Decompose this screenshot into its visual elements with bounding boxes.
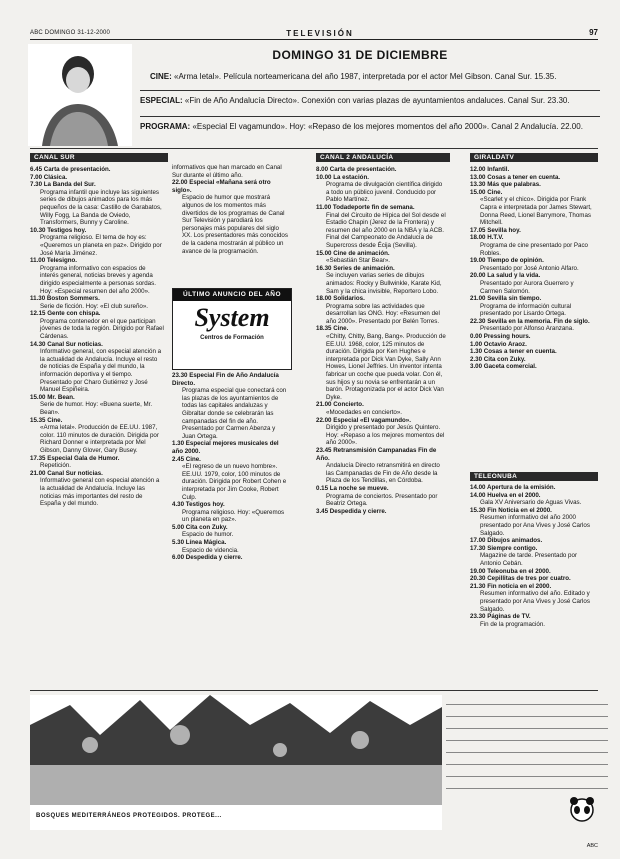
schedule-entry bbox=[172, 372, 290, 440]
schedule-entry bbox=[316, 325, 446, 401]
schedule-entry bbox=[470, 348, 594, 356]
schedule-entry bbox=[172, 524, 290, 539]
entry-title: Sevilla en la memoria. Fin de siglo. bbox=[487, 317, 590, 325]
schedule-entry bbox=[30, 417, 164, 455]
entry-time-title: 18.35 bbox=[316, 325, 334, 333]
form-field[interactable] bbox=[446, 707, 608, 717]
entry-title: Especial «Mañana será otro siglo». bbox=[172, 179, 271, 194]
subscription-form bbox=[446, 695, 608, 830]
portrait-illustration bbox=[28, 44, 132, 146]
schedule-entry bbox=[316, 265, 446, 295]
entry-time-title: 3.00 bbox=[470, 363, 484, 371]
charity-banner bbox=[30, 695, 442, 830]
entry-description: Resumen informativo del año. Editado y presentado por Ana Vives y José Carlos Salgado. bbox=[480, 590, 590, 613]
entry-description: Presentado por José Antonio Alfaro. bbox=[480, 264, 579, 272]
highlight-text: «Fin de Año Andalucía Directo». Conexión con varias plazas de ayuntamientos andaluces. Canal Sur. 23.30. bbox=[184, 96, 570, 105]
schedule-entry bbox=[470, 174, 594, 182]
entry-time-title: 1.00 bbox=[470, 340, 484, 348]
entry-description: «Arma letal». Producción de EE.UU. 1987, color. 110 minutos de duración. Dirigida por Richard Donner e interpretada por Mel Gibson, Danny Glover, Gary Busey. bbox=[40, 424, 159, 454]
schedule-list-continued-b bbox=[172, 372, 290, 688]
schedule-entry bbox=[172, 456, 290, 502]
schedule-entry bbox=[470, 568, 594, 576]
entry-time-title: 1.30 bbox=[470, 348, 484, 356]
entry-time-title: 8.00 bbox=[316, 166, 330, 173]
entry-title: Gente con chispa. bbox=[47, 310, 101, 318]
entry-time-title: 11.00 bbox=[30, 257, 47, 265]
schedule-entry bbox=[470, 583, 594, 613]
schedule-entry bbox=[316, 250, 446, 265]
schedule-entry bbox=[316, 174, 446, 204]
entry-description: Serie de ficción. Hoy: «El club sureño». bbox=[40, 302, 148, 310]
highlight-program bbox=[140, 122, 600, 132]
entry-time-title: 17.30 bbox=[470, 544, 488, 552]
entry-title: Especial mejores musicales del año 2000. bbox=[172, 440, 279, 455]
schedule-entry bbox=[172, 539, 290, 554]
entry-description: Gala XV Aniversario de Aguas Vivas. bbox=[480, 499, 582, 507]
entry-time-title: 17.35 bbox=[30, 454, 48, 462]
entry-title: Siempre contigo. bbox=[487, 544, 538, 552]
entry-description: Programa de información cultural presentado por Lisardo Ortega. bbox=[480, 302, 572, 318]
entry-time-title: 20.00 bbox=[470, 272, 488, 280]
entry-description: Programa infantil que incluye las siguientes series de dibujos animados para los más pequeños de la casa: Castillo de Garabatos, Willy Fogg, La Banda de Oviedo, Transformers, Bunny y Caroline. bbox=[40, 188, 162, 227]
form-field[interactable] bbox=[446, 779, 608, 789]
entry-time-title: 22.00 bbox=[172, 179, 190, 187]
section-title: TELEVISIÓN bbox=[286, 29, 354, 38]
schedule-entry bbox=[316, 295, 446, 325]
entry-description: Presentado por Alfonso Aranzana. bbox=[480, 325, 574, 333]
entry-time-title: 4.30 bbox=[172, 501, 186, 509]
entry-time-title: 13.00 bbox=[470, 173, 488, 181]
entry-title: Páginas de TV. bbox=[487, 613, 531, 621]
entry-time-title: 21.30 bbox=[470, 582, 488, 590]
entry-title: Cine. bbox=[47, 416, 63, 424]
entry-time-title: 22.30 bbox=[470, 317, 488, 325]
entry-time-title: 20.30 bbox=[470, 575, 488, 583]
entry-time-title: 14.00 bbox=[470, 484, 487, 491]
entry-time-title: 18.00 bbox=[470, 234, 488, 242]
schedule-entry bbox=[316, 447, 446, 485]
schedule-entry bbox=[470, 333, 594, 341]
ad-headline: ÚLTIMO ANUNCIO DEL AÑO bbox=[173, 289, 291, 301]
schedule-column-canal-2 bbox=[316, 166, 446, 688]
entry-title: Mr. Bean. bbox=[47, 393, 75, 401]
entry-description: Programa especial que conectará con las plazas de los ayuntamientos de todas las capitales andaluzas y Gibraltar donde se celebrarán las campanadas del fin de año. Presentado por Carmen Abenza y Juan Ortega. bbox=[182, 387, 287, 440]
panda-logo-icon bbox=[562, 796, 602, 826]
entry-title: Infantil. bbox=[487, 166, 510, 173]
entry-title: Tiempo de opinión. bbox=[487, 257, 544, 265]
entry-title: Gaceta comercial. bbox=[483, 363, 537, 371]
schedule-entry bbox=[470, 363, 594, 371]
schedule-entry bbox=[30, 341, 164, 394]
entry-time-title: 14.30 bbox=[30, 340, 48, 348]
entry-description: Dirigido y presentado por Jesús Quintero. Hoy: «Repaso a los mejores momentos del año 2000». bbox=[326, 424, 445, 447]
entry-time-title: 15.35 bbox=[30, 416, 48, 424]
schedule-entry bbox=[172, 554, 290, 562]
highlight-cinema bbox=[150, 72, 600, 82]
schedule-entry bbox=[30, 257, 164, 295]
entry-title: Clásica. bbox=[43, 173, 68, 181]
entry-title: Cine. bbox=[185, 455, 201, 463]
entry-title: Fin noticia en el 2000. bbox=[487, 582, 552, 590]
entry-title: La estación. bbox=[333, 173, 369, 181]
schedule-entry bbox=[470, 484, 594, 492]
entry-title: Cosas a tener en cuenta. bbox=[487, 173, 561, 181]
entry-title: Cine. bbox=[333, 325, 349, 333]
entry-time-title: 17.05 bbox=[470, 226, 488, 234]
page-number: 97 bbox=[589, 28, 598, 37]
form-field[interactable] bbox=[446, 743, 608, 753]
entry-description: Espacio de videncia. bbox=[182, 546, 239, 554]
footer-mark: ABC bbox=[586, 843, 598, 849]
schedule-entry bbox=[316, 508, 446, 516]
entry-description: Resumen informativo del año 2000 presentado por Ana Vives y José Carlos Salgado. bbox=[480, 514, 590, 537]
entry-description: Fin de la programación. bbox=[480, 620, 546, 628]
entry-title: Fin Noticia en el 2000. bbox=[487, 506, 552, 514]
entry-time-title: 1.30 bbox=[172, 440, 186, 448]
entry-title: Cita con Zuky. bbox=[185, 523, 228, 531]
entry-time-title: 6.00 bbox=[172, 554, 186, 562]
entry-description: «Mocedades en concierto». bbox=[326, 409, 403, 416]
entry-time-title: 15.00 bbox=[470, 188, 488, 196]
entry-description: Espacio de humor. bbox=[182, 531, 234, 539]
entry-description: Magazine de tarde. Presentado por Antonio Cebán. bbox=[480, 552, 577, 567]
schedule-entry bbox=[470, 257, 594, 272]
highlight-label: PROGRAMA: bbox=[140, 122, 191, 131]
entry-title: Cine de animación. bbox=[333, 249, 390, 257]
schedule-entry bbox=[172, 440, 290, 455]
schedule-entry bbox=[470, 189, 594, 227]
channel-heading-telesur: TELEONUBA bbox=[470, 472, 598, 481]
highlight-special bbox=[140, 96, 600, 106]
entry-description: «Chitty, Chitty, Bang, Bang». Producción de EE.UU. 1968, color, 125 minutos de duración. Dirigida por Ken Hughes e interpretada por Dick Van Dyke, Sally Ann Howes, Lionel Jeffries. Un inventor intenta fabricar un coche que pueda volar. Con él, sus hijos y su novia se enfrentarán a un barón. Protagonizada por el actor Dick Van Dyke. bbox=[326, 333, 446, 401]
entry-time-title: 14.00 bbox=[470, 491, 488, 499]
schedule-column-continued bbox=[172, 164, 290, 288]
banner-rule bbox=[30, 690, 598, 691]
entry-description: Repetición. bbox=[40, 462, 71, 470]
schedule-entry bbox=[316, 485, 446, 508]
entry-title: Series de animación. bbox=[333, 264, 395, 272]
entry-time-title: 16.30 bbox=[316, 264, 334, 272]
entry-title: Cine. bbox=[487, 188, 503, 196]
entry-title: Boston Sommers. bbox=[46, 295, 100, 303]
schedule-entry bbox=[316, 204, 446, 250]
entry-title: Canal Sur noticias. bbox=[47, 469, 103, 477]
schedule-column-giralda bbox=[470, 166, 594, 466]
entry-title: Carta de presentación. bbox=[329, 166, 397, 173]
section-rule bbox=[30, 148, 598, 149]
entry-title: Más que palabras. bbox=[487, 181, 541, 189]
schedule-entry bbox=[470, 356, 594, 364]
entry-title: Huelva en el 2000. bbox=[487, 491, 541, 499]
entry-time-title: 11.30 bbox=[30, 295, 47, 303]
schedule-entry bbox=[30, 295, 164, 310]
schedule-entry bbox=[470, 166, 594, 174]
entry-description: Final del Circuito de Hípica del Sol desde el Estadio Chapin (Jerez de la Frontera) y resumen del año 2000 en la NBA y la ACB. Final del Campeonato de Andalucía de Supercross desde Écija (Sevilla). bbox=[326, 211, 446, 249]
entry-title: Carta de presentación. bbox=[43, 166, 111, 173]
entry-description: Programa de conciertos. Presentado por Beatriz Ortega. bbox=[326, 492, 438, 508]
entry-time-title: 10.30 bbox=[30, 226, 48, 234]
entry-title: La salud y la vida. bbox=[487, 272, 541, 280]
entry-time-title: 2.45 bbox=[172, 455, 186, 463]
entry-time-title: 5.00 bbox=[172, 523, 186, 531]
entry-description: Andalucía Directo retransmitirá en directo las Campanadas de Fin de Año desde la Plaza de los Tendillas, en Córdoba. bbox=[326, 462, 440, 485]
schedule-entry bbox=[172, 501, 290, 524]
entry-title: La noche se mueve. bbox=[329, 484, 389, 492]
entry-title: Teleonuba en el 2000. bbox=[487, 567, 551, 575]
entry-time-title: 23.30 bbox=[172, 372, 190, 379]
banner-illustration bbox=[30, 695, 442, 830]
date-line: ABC DOMINGO 31-12-2000 bbox=[30, 30, 111, 36]
entry-description: Presentado por Aurora Guerrero y Carmen Salomón. bbox=[480, 279, 574, 295]
form-field[interactable] bbox=[446, 695, 608, 705]
entry-time-title: 17.00 bbox=[470, 537, 488, 545]
entry-title: Cita con Zuky. bbox=[483, 355, 526, 363]
entry-time-title: 0.00 bbox=[470, 333, 484, 341]
schedule-column-canal-sur bbox=[30, 166, 164, 688]
entry-description: «Sebastián Star Bear». bbox=[326, 257, 390, 265]
highlight-label: CINE: bbox=[150, 72, 172, 81]
advertisement bbox=[172, 288, 292, 370]
schedule-entry bbox=[470, 537, 594, 545]
entry-time-title: 21.00 bbox=[316, 401, 334, 409]
entry-title: Sevilla hoy. bbox=[487, 226, 521, 234]
schedule-entry bbox=[30, 470, 164, 508]
form-field[interactable] bbox=[446, 731, 608, 741]
schedule-entry bbox=[470, 341, 594, 349]
entry-time-title: 2.30 bbox=[470, 355, 484, 363]
entry-time-title: 12.15 bbox=[30, 310, 48, 318]
entry-title: Retransmisión Campanadas Fin de Año. bbox=[316, 446, 437, 462]
highlight-label: ESPECIAL: bbox=[140, 96, 183, 105]
entry-title: Especial Fin de Año Andalucía Directo. bbox=[172, 372, 279, 387]
schedule-entry bbox=[470, 272, 594, 295]
entry-title: Concierto. bbox=[333, 401, 364, 409]
schedule-entry bbox=[470, 492, 594, 507]
ad-subtitle: Centros de Formación bbox=[200, 335, 264, 341]
highlight-rule bbox=[140, 90, 600, 91]
highlight-text: «Arma letal». Película norteamericana del año 1987, interpretada por el actor Mel Gibson. Canal Sur. 15.35. bbox=[174, 72, 557, 81]
entry-description: Serie de humor. Hoy: «Buena suerte, Mr. Bean». bbox=[40, 401, 153, 416]
entry-title: Apertura de la emisión. bbox=[486, 484, 556, 491]
entry-time-title: 10.00 bbox=[316, 173, 334, 181]
schedule-intro: informativos que han marcado en Canal Sur durante el último año. bbox=[172, 164, 282, 179]
page-title: DOMINGO 31 DE DICIEMBRE bbox=[272, 48, 448, 62]
schedule-entry bbox=[470, 318, 594, 333]
schedule-entry bbox=[470, 575, 594, 583]
schedule-list-continued-a bbox=[172, 179, 290, 255]
entry-time-title: 7.00 bbox=[30, 173, 44, 181]
entry-description: Programa de cine presentado por Paco Robles. bbox=[480, 241, 589, 257]
schedule-entry bbox=[30, 174, 164, 182]
entry-title: Canal Sur noticias. bbox=[47, 340, 103, 348]
schedule-entry bbox=[470, 234, 594, 257]
schedule-entry bbox=[30, 181, 164, 227]
entry-description: Programa contenedor en el que participan jóvenes de toda la región. Dirigido por Rafael Cárdenas. bbox=[40, 317, 164, 341]
entry-description: Espacio de humor que mostrará algunos de los momentos más divertidos de los programas de Canal Sur Televisión y parodiará los personajes más populares del siglo XX. Los presentadores más conocidos de la cadena mostrarán al público un avance de la programación. bbox=[182, 194, 288, 255]
entry-time-title: 12.00 bbox=[470, 166, 488, 173]
entry-description: Programa sobre las actividades que desarrollan las ONG. Hoy: «Resumen del año 2000». Presentado por Belén Torres. bbox=[326, 302, 440, 325]
entry-title: Testigos hoy. bbox=[185, 501, 225, 509]
entry-title: Testigos hoy. bbox=[47, 226, 87, 234]
entry-time-title: 18.00 bbox=[316, 295, 334, 303]
form-field[interactable] bbox=[446, 719, 608, 729]
entry-description: Informativo general con especial atención a la actualidad de Andalucía. Incluye las noticias más importantes del resto de España y del mundo. bbox=[40, 477, 160, 508]
entry-title: Solidarios. bbox=[333, 295, 365, 303]
entry-title: La Banda del Sur. bbox=[43, 181, 96, 189]
entry-description: Programa religioso. Hoy: «Queremos un planeta en paz». bbox=[182, 508, 285, 524]
entry-description: Programa de divulgación científica dirigido a todo un público juvenil. Conducido por Pablo Martínez. bbox=[326, 181, 443, 204]
schedule-entry bbox=[470, 227, 594, 235]
entry-title: Octavio Araoz. bbox=[483, 340, 527, 348]
entry-title: Línea Mágica. bbox=[185, 539, 227, 547]
entry-title: Dibujos animados. bbox=[487, 537, 543, 545]
entry-title: Telesigno. bbox=[46, 257, 78, 265]
entry-title: Todadeporte fin de semana. bbox=[332, 203, 415, 211]
entry-title: Cepillitas de tres por cuatro. bbox=[487, 575, 571, 583]
entry-title: Especial Gala de Humor. bbox=[47, 454, 120, 462]
entry-description: «El regreso de un nuevo hombre». EE.UU. 1979, color, 100 minutos de duración. Dirigida por Robert Cohen e interpretada por Jim Cooke, Robert Culp. bbox=[182, 463, 287, 501]
portrait-image bbox=[28, 44, 132, 146]
entry-time-title: 3.45 bbox=[316, 507, 330, 515]
schedule-entry bbox=[30, 227, 164, 257]
entry-title: H.T.V. bbox=[487, 234, 504, 242]
entry-time-title: 22.00 bbox=[316, 416, 334, 424]
entry-time-title: 13.30 bbox=[470, 181, 488, 189]
entry-title: Sevilla sin tiempo. bbox=[487, 295, 542, 303]
schedule-entry bbox=[30, 310, 164, 340]
highlight-rule bbox=[140, 116, 600, 117]
entry-time-title: 23.45 bbox=[316, 446, 334, 454]
entry-time-title: 19.00 bbox=[470, 257, 488, 265]
schedule-entry bbox=[470, 181, 594, 189]
header-rule bbox=[30, 39, 598, 40]
entry-time-title: 15.00 bbox=[316, 249, 334, 257]
entry-time-title: 21.00 bbox=[470, 295, 488, 303]
entry-time-title: 5.30 bbox=[172, 539, 186, 547]
banner-caption: BOSQUES MEDITERRÁNEOS PROTEGIDOS. PROTEGE... bbox=[36, 813, 222, 819]
entry-time-title: 21.00 bbox=[30, 469, 48, 477]
schedule-entry bbox=[470, 613, 594, 628]
entry-description: Informativo general, con especial atención a la actualidad de Andalucía. Incluye el resto de noticias de España y del mundo, la información deportiva y el tiempo. Presentado por Charo Gutiérrez y José Manuel Espiñeira. bbox=[40, 348, 162, 394]
entry-time-title: 11.00 bbox=[316, 203, 333, 211]
channel-heading-canal-2: CANAL 2 ANDALUCÍA bbox=[316, 153, 450, 162]
schedule-entry bbox=[30, 166, 164, 174]
form-field[interactable] bbox=[446, 755, 608, 765]
entry-title: Cosas a tener en cuenta. bbox=[483, 348, 557, 356]
entry-title: Pressing hours. bbox=[483, 333, 531, 341]
entry-title: Despedida y cierre. bbox=[329, 507, 387, 515]
highlight-text: «Especial El vagamundo». Hoy: «Repaso de los mejores momentos del año 2000». Canal 2 Andalucía. 22.00. bbox=[192, 122, 583, 131]
entry-time-title: 19.00 bbox=[470, 567, 488, 575]
schedule-entry bbox=[470, 295, 594, 318]
entry-time-title: 15.00 bbox=[30, 393, 48, 401]
form-field[interactable] bbox=[446, 767, 608, 777]
channel-heading-canal-sur: CANAL SUR bbox=[30, 153, 168, 162]
entry-time-title: 23.30 bbox=[470, 613, 488, 621]
entry-time-title: 6.45 bbox=[30, 166, 44, 173]
entry-time-title: 7.30 bbox=[30, 181, 44, 189]
entry-title: Despedida y cierre. bbox=[185, 554, 243, 562]
entry-description: Programa religioso. El tema de hoy es: «Queremos un planeta en paz». Dirigido por José María Jiménez. bbox=[40, 234, 162, 257]
schedule-entry bbox=[30, 394, 164, 417]
channel-heading-giralda: GIRALDATV bbox=[470, 153, 598, 162]
entry-description: «Scarlet y el chico». Dirigida por Frank Capra e interpretada por James Stewart, Donna Reed, Lionel Barrymore, Thomas Mitchell. bbox=[480, 196, 592, 227]
schedule-entry bbox=[470, 507, 594, 537]
entry-description: Programa informativo con espacios de interés general, noticias breves y agenda dirigido especialmente a personas sordas. Hoy: «Especial resumen del año 2000». bbox=[40, 264, 156, 295]
schedule-column-telesur bbox=[470, 484, 594, 688]
entry-title: Especial «El vagamundo». bbox=[333, 416, 411, 424]
entry-description: Se incluyen varias series de dibujos animados: Rocky y Bullwinkle, Karate Kid, Sam y la chica invisible, Reportero Lobo. bbox=[326, 272, 442, 295]
schedule-entry bbox=[316, 166, 446, 174]
entry-time-title: 0.15 bbox=[316, 484, 330, 492]
schedule-entry bbox=[30, 455, 164, 470]
schedule-entry bbox=[316, 417, 446, 447]
ad-logo: System bbox=[194, 303, 270, 332]
entry-time-title: 15.30 bbox=[470, 506, 488, 514]
schedule-entry bbox=[470, 545, 594, 568]
schedule-entry bbox=[316, 401, 446, 416]
schedule-entry bbox=[172, 179, 290, 255]
